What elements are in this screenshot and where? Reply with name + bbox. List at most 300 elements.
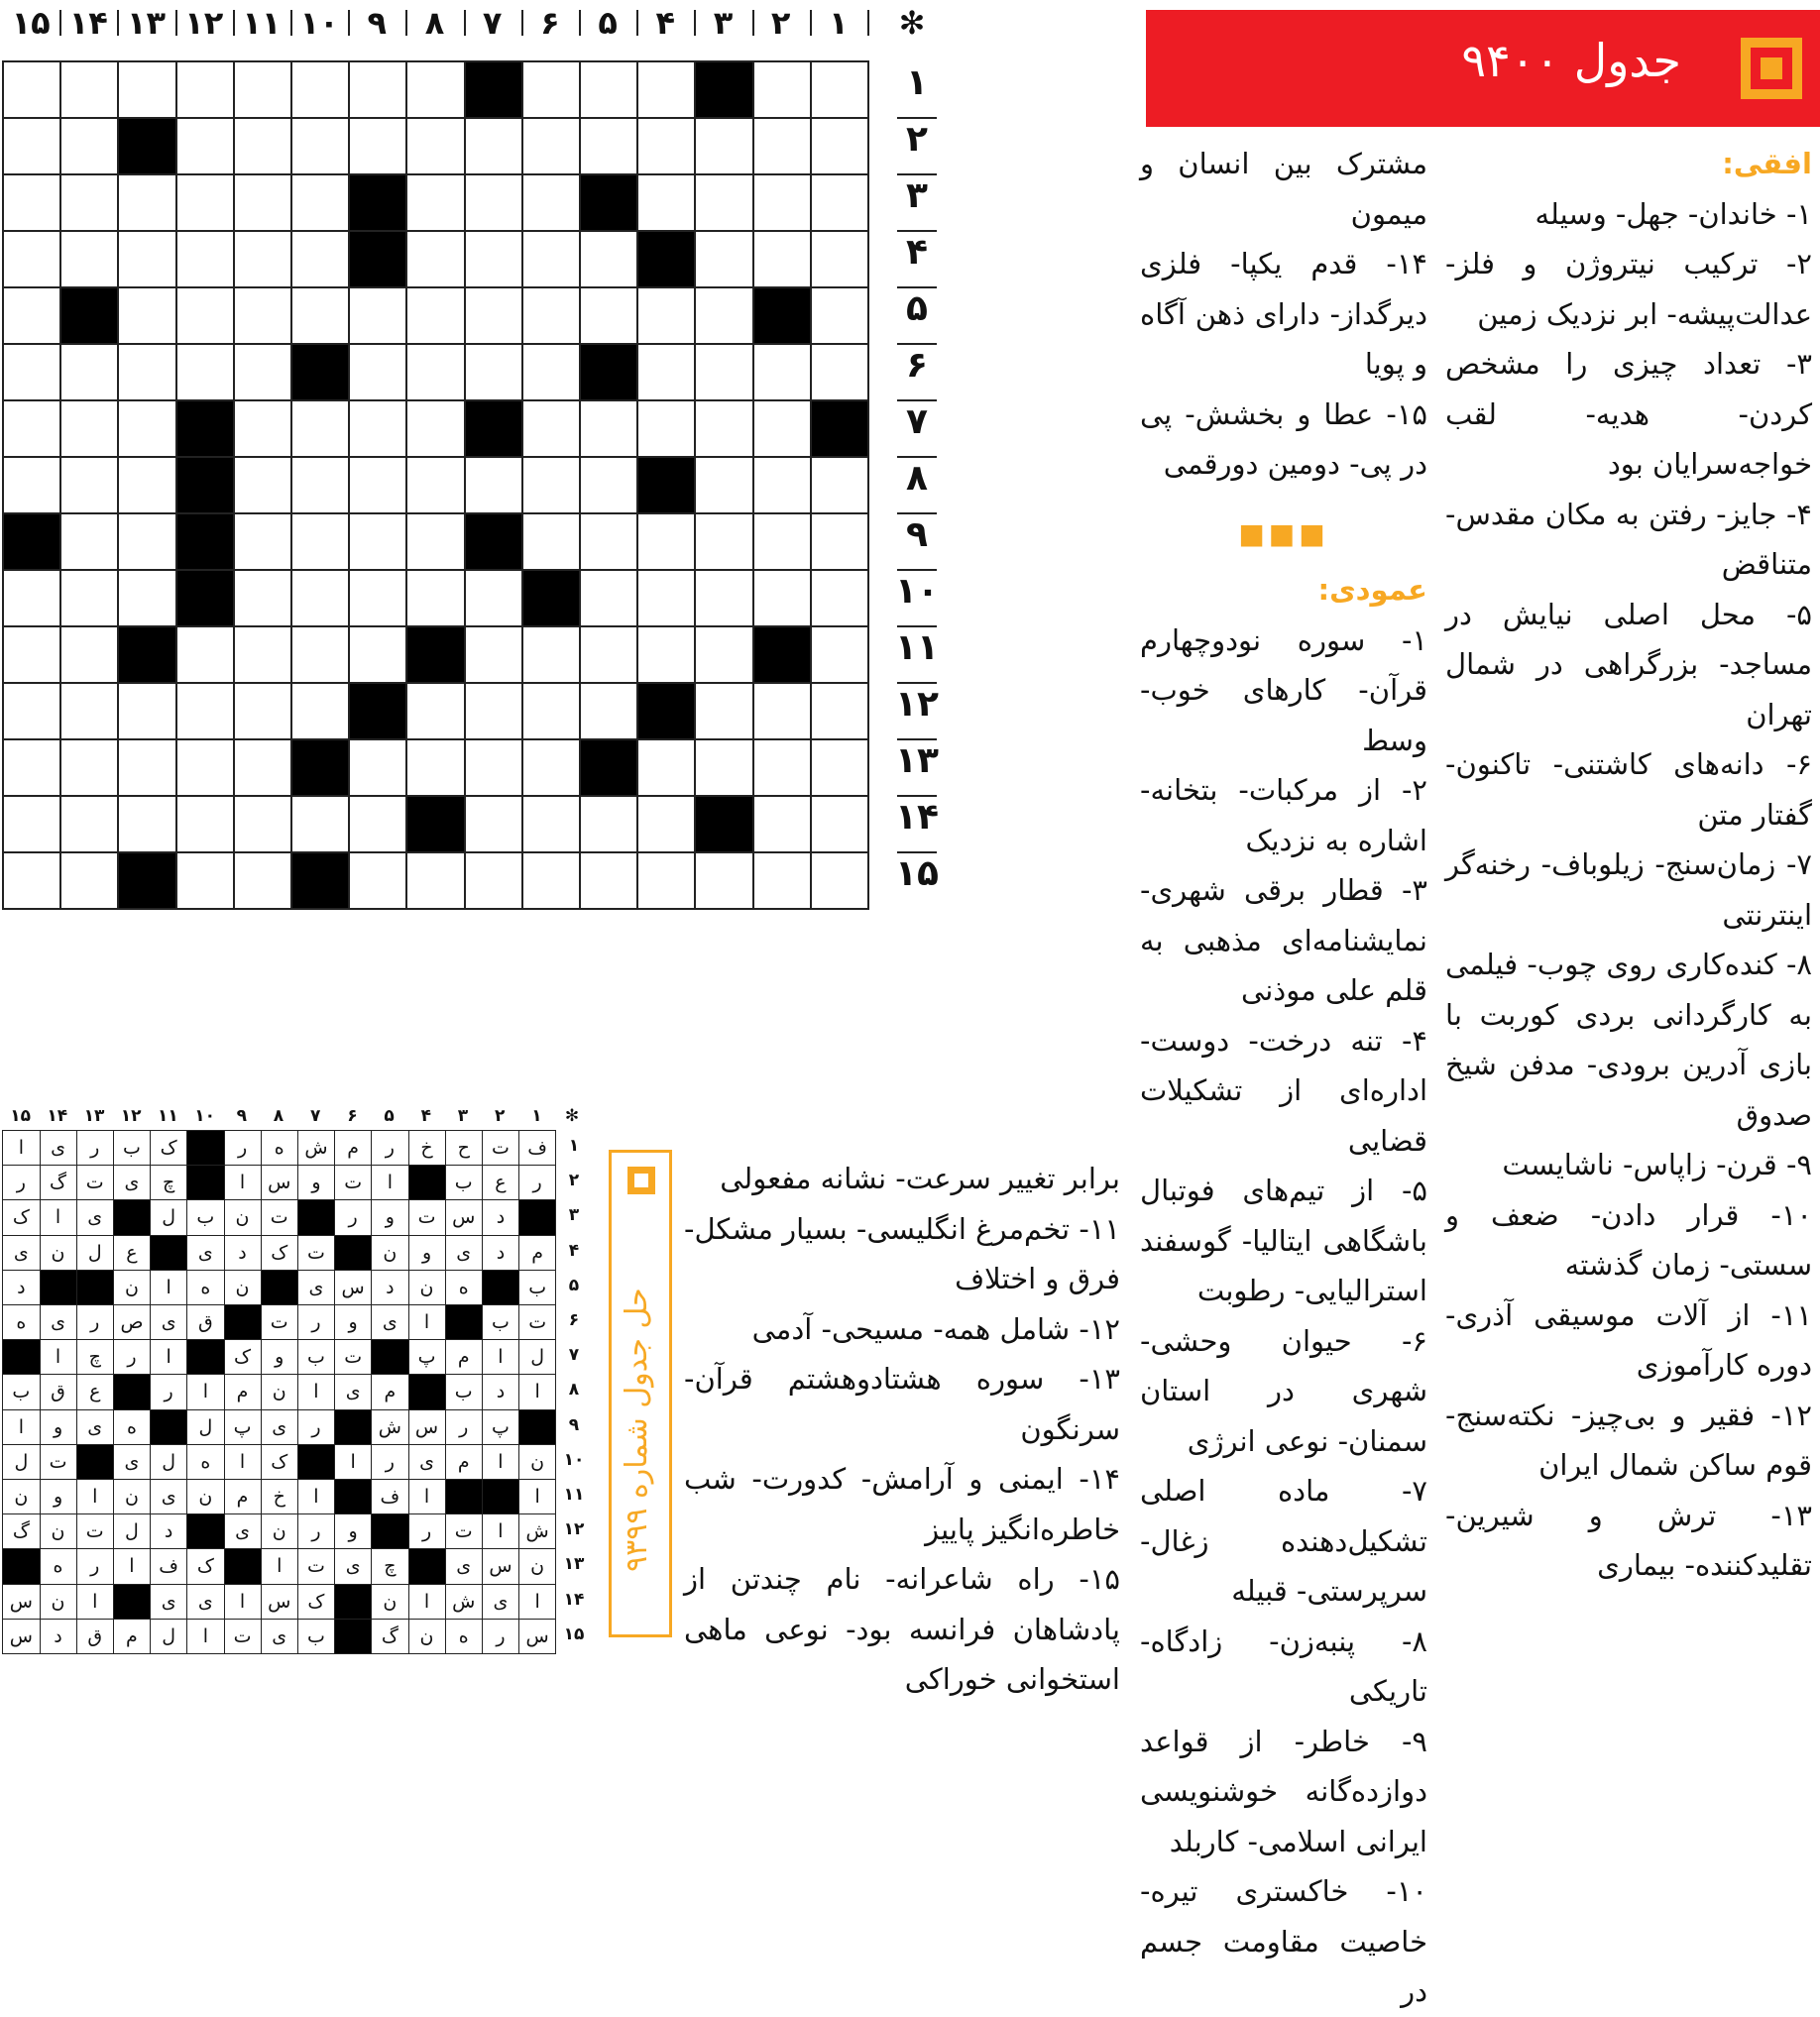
grid-cell (810, 286, 869, 345)
grid-black-cell (579, 173, 638, 232)
solution-cell: ی (334, 1374, 373, 1410)
solution-cell: ل (518, 1339, 557, 1376)
solution-cell: ا (223, 1584, 262, 1621)
grid-cell (464, 230, 523, 288)
grid-cell (579, 286, 638, 345)
grid-cell (405, 738, 465, 797)
separator-dots: ■■■ (1238, 516, 1329, 550)
grid-cell (2, 851, 61, 910)
grid-cell (59, 625, 119, 684)
solution-row-number: ۲ (568, 1171, 580, 1191)
across-clue: ۱۱- از آلات موسیقی آذری- دوره کارآموزی (1445, 1297, 1812, 1382)
solution-cell: ر (75, 1304, 114, 1341)
column-separator (59, 10, 61, 36)
solution-cell: ن (39, 1235, 77, 1272)
solution-cell: ت (334, 1165, 373, 1201)
column-separator (867, 10, 869, 36)
solution-cell: چ (75, 1339, 114, 1376)
grid-black-cell (2, 512, 61, 571)
across-clue: ۱۰- قرار دادن- ضعف و سستی- زمان گذشته (1445, 1197, 1812, 1282)
grid-cell (694, 230, 753, 288)
solution-cell: چ (371, 1548, 409, 1585)
solution-cell: ی (150, 1584, 188, 1621)
solution-cell: چ (150, 1165, 188, 1201)
grid-cell (694, 682, 753, 740)
row-number: ۱۳ (895, 740, 939, 781)
grid-cell (2, 625, 61, 684)
solution-corner-star: ✻ (564, 1106, 580, 1126)
grid-black-cell (636, 230, 696, 288)
down-clue: ۱۴- ایمنی و آرامش- کدورت- شب خاطره‌انگیز پاییز (684, 1462, 1120, 1546)
solution-cell: س (444, 1199, 483, 1236)
grid-cell (2, 399, 61, 458)
grid-cell (290, 682, 350, 740)
solution-label-box (609, 1150, 672, 1637)
solution-black-cell (334, 1479, 373, 1515)
grid-cell (59, 230, 119, 288)
solution-cell: ی (186, 1584, 225, 1621)
solution-cell: ا (371, 1165, 409, 1201)
solution-cell: ی (150, 1304, 188, 1341)
grid-cell (233, 60, 292, 119)
grid-cell (348, 456, 407, 514)
down-clue: ۳- قطار برقی شهری- نمایشنامه‌ای مذهبی به قلم علی موذنی (1140, 873, 1427, 1007)
solution-cell: ا (482, 1513, 520, 1550)
grid-cell (810, 625, 869, 684)
grid-black-cell (117, 625, 176, 684)
solution-cell: ا (518, 1479, 557, 1515)
grid-cell (464, 286, 523, 345)
grid-cell (579, 117, 638, 175)
grid-cell (464, 343, 523, 401)
row-number: ۱۵ (895, 853, 939, 894)
grid-cell (117, 569, 176, 627)
solution-row-number: ۸ (568, 1380, 580, 1401)
grid-cell (117, 173, 176, 232)
grid-cell (117, 230, 176, 288)
grid-cell (752, 117, 812, 175)
grid-cell (579, 795, 638, 853)
solution-cell: ن (39, 1584, 77, 1621)
grid-cell (348, 512, 407, 571)
grid-cell (464, 738, 523, 797)
solution-cell: د (482, 1199, 520, 1236)
solution-cell: و (334, 1513, 373, 1550)
grid-cell (521, 117, 581, 175)
grid-cell (810, 569, 869, 627)
solution-cell: ت (444, 1513, 483, 1550)
grid-cell (521, 230, 581, 288)
down-clue: ۹- خاطر- از قواعد دوازده‌گانه خوشنویسی ایرانی اسلامی- کاربلد (1140, 1724, 1427, 1858)
column-separator (290, 10, 292, 36)
grid-cell (464, 117, 523, 175)
grid-cell (348, 738, 407, 797)
row-number: ۱۴ (895, 797, 939, 838)
row-number: ۱۱ (895, 627, 939, 668)
grid-cell (290, 60, 350, 119)
solution-cell: ه (444, 1270, 483, 1306)
grid-cell (521, 286, 581, 345)
grid-cell (810, 682, 869, 740)
solution-cell: ا (186, 1374, 225, 1410)
column-number: ۳ (713, 4, 734, 42)
solution-cell: ا (150, 1270, 188, 1306)
grid-cell (175, 625, 235, 684)
grid-cell (290, 512, 350, 571)
solution-cell: ل (113, 1513, 152, 1550)
solution-column-number: ۱ (531, 1106, 542, 1126)
solution-label: حل جدول شماره ۹۳۹۹ (620, 1288, 654, 1573)
grid-cell (405, 456, 465, 514)
grid-cell (59, 456, 119, 514)
grid-cell (694, 399, 753, 458)
grid-cell (636, 286, 696, 345)
solution-cell: ا (75, 1584, 114, 1621)
solution-cell: س (334, 1270, 373, 1306)
solution-cell: س (518, 1619, 557, 1655)
solution-black-cell (334, 1235, 373, 1272)
column-number: ۷ (482, 4, 503, 42)
solution-cell: ک (260, 1235, 298, 1272)
grid-cell (348, 60, 407, 119)
across-clue: ۵- محل اصلی نیایش در مساجد- بزرگراهی در شمال تهران (1445, 597, 1812, 731)
grid-cell (290, 173, 350, 232)
down-clue: ۱۳- سوره هشتادوهشتم قرآن- سرنگون (684, 1362, 1120, 1446)
grid-cell (694, 512, 753, 571)
solution-cell: ک (150, 1130, 188, 1167)
solution-cell: پ (223, 1409, 262, 1446)
solution-cell: ا (482, 1339, 520, 1376)
across-clue: ۱۴- قدم یکپا- فلزی دیرگداز- دارای ذهن آگاه و پویا (1140, 247, 1427, 381)
column-number: ۱۰ (299, 4, 339, 42)
across-clue: ۲- ترکیب نیتروژن و فلز- عدالت‌پیشه- ابر نزدیک زمین (1445, 247, 1812, 331)
grid-cell (810, 117, 869, 175)
grid-cell (521, 738, 581, 797)
grid-cell (405, 569, 465, 627)
solution-cell: خ (260, 1479, 298, 1515)
grid-cell (752, 343, 812, 401)
solution-cell: ص (113, 1304, 152, 1341)
grid-cell (233, 512, 292, 571)
row-number: ۸ (906, 458, 928, 499)
grid-cell (464, 682, 523, 740)
grid-cell (810, 851, 869, 910)
grid-cell (579, 851, 638, 910)
across-clue: ۱- خاندان- جهل- وسیله (1535, 196, 1812, 231)
solution-cell: ق (186, 1304, 225, 1341)
solution-cell: و (260, 1339, 298, 1376)
grid-cell (752, 456, 812, 514)
solution-cell: ا (223, 1165, 262, 1201)
grid-black-cell (636, 682, 696, 740)
grid-black-cell (464, 512, 523, 571)
grid-black-cell (348, 173, 407, 232)
solution-black-cell (186, 1130, 225, 1167)
column-separator (694, 10, 696, 36)
solution-cell: ب (297, 1619, 336, 1655)
solution-cell: س (2, 1584, 41, 1621)
grid-cell (752, 230, 812, 288)
grid-cell (752, 399, 812, 458)
grid-cell (636, 512, 696, 571)
grid-black-cell (59, 286, 119, 345)
solution-cell: ی (39, 1304, 77, 1341)
solution-cell: ا (482, 1444, 520, 1481)
solution-cell: ا (39, 1199, 77, 1236)
header-banner (1146, 10, 1820, 127)
solution-cell: ا (2, 1130, 41, 1167)
grid-cell (175, 230, 235, 288)
solution-black-cell (260, 1270, 298, 1306)
grid-cell (2, 738, 61, 797)
solution-cell: ا (518, 1584, 557, 1621)
row-number: ۱ (906, 62, 928, 103)
solution-cell: ن (371, 1584, 409, 1621)
grid-black-cell (405, 795, 465, 853)
solution-cell: ا (75, 1479, 114, 1515)
solution-black-cell (518, 1199, 557, 1236)
solution-cell: د (39, 1619, 77, 1655)
solution-cell: ر (150, 1374, 188, 1410)
solution-cell: و (334, 1304, 373, 1341)
solution-cell: ی (407, 1444, 446, 1481)
grid-cell (175, 738, 235, 797)
solution-cell: ی (113, 1444, 152, 1481)
solution-cell: ی (2, 1235, 41, 1272)
solution-black-cell (75, 1270, 114, 1306)
solution-cell: ت (39, 1444, 77, 1481)
grid-cell (175, 286, 235, 345)
grid-cell (636, 399, 696, 458)
grid-cell (810, 795, 869, 853)
down-clue: ۷- ماده اصلی تشکیل‌دهنده زغال- سرپرستی- قبیله (1140, 1474, 1427, 1608)
solution-column-number: ۵ (384, 1106, 395, 1126)
solution-column-number: ۲ (494, 1106, 506, 1126)
grid-black-cell (752, 286, 812, 345)
solution-cell: ن (407, 1270, 446, 1306)
solution-cell: ح (444, 1130, 483, 1167)
grid-cell (233, 117, 292, 175)
solution-cell: ل (150, 1619, 188, 1655)
grid-black-cell (175, 569, 235, 627)
solution-cell: ا (113, 1548, 152, 1585)
down-clue: ۱۱- تخم‌مرغ انگلیسی- بسیار مشکل- فرق و اختلاف (684, 1211, 1120, 1295)
solution-cell: د (2, 1270, 41, 1306)
grid-cell (2, 230, 61, 288)
solution-row-number: ۵ (568, 1275, 580, 1295)
solution-black-cell (518, 1409, 557, 1446)
solution-cell: ا (223, 1444, 262, 1481)
solution-black-cell (113, 1374, 152, 1410)
solution-cell: ی (260, 1409, 298, 1446)
grid-cell (405, 286, 465, 345)
solution-cell: ک (2, 1199, 41, 1236)
solution-cell: س (260, 1165, 298, 1201)
grid-cell (290, 795, 350, 853)
solution-black-cell (186, 1339, 225, 1376)
solution-cell: د (482, 1235, 520, 1272)
column-number: ۱۱ (242, 4, 282, 42)
solution-cell: گ (2, 1513, 41, 1550)
grid-cell (521, 456, 581, 514)
grid-cell (233, 625, 292, 684)
solution-cell: ر (223, 1130, 262, 1167)
column-number: ۲ (770, 4, 791, 42)
solution-cell: ر (113, 1339, 152, 1376)
grid-cell (694, 738, 753, 797)
grid-black-cell (175, 399, 235, 458)
solution-cell: د (371, 1270, 409, 1306)
grid-cell (59, 512, 119, 571)
solution-cell: ا (334, 1444, 373, 1481)
solution-cell: ت (334, 1339, 373, 1376)
solution-cell: ر (75, 1548, 114, 1585)
grid-cell (810, 512, 869, 571)
grid-cell (175, 795, 235, 853)
solution-cell: ت (297, 1548, 336, 1585)
across-clue: ۱۵- عطا و بخشش- پی در پی- دومین دورقمی (1140, 396, 1427, 481)
solution-column-number: ۱۵ (10, 1106, 31, 1126)
solution-black-cell (39, 1270, 77, 1306)
solution-row-number: ۱ (568, 1136, 580, 1156)
solution-column-number: ۴ (420, 1106, 431, 1126)
solution-cell: ی (260, 1619, 298, 1655)
grid-cell (810, 173, 869, 232)
grid-cell (233, 286, 292, 345)
grid-cell (521, 851, 581, 910)
down-clue: ۶- حیوان وحشی- شهری در استان سمنان- نوعی انرژی (1140, 1323, 1427, 1458)
grid-cell (810, 230, 869, 288)
solution-cell: ک (223, 1339, 262, 1376)
solution-cell: ی (113, 1165, 152, 1201)
grid-cell (521, 173, 581, 232)
solution-cell: ق (75, 1619, 114, 1655)
solution-cell: ع (75, 1374, 114, 1410)
solution-cell: ت (518, 1304, 557, 1341)
solution-cell: ک (260, 1444, 298, 1481)
solution-cell: م (334, 1130, 373, 1167)
grid-cell (752, 173, 812, 232)
solution-cell: ر (371, 1444, 409, 1481)
grid-cell (59, 738, 119, 797)
solution-cell: ر (297, 1304, 336, 1341)
solution-cell: ش (371, 1409, 409, 1446)
grid-cell (521, 343, 581, 401)
grid-cell (59, 795, 119, 853)
grid-cell (464, 456, 523, 514)
across-clue: ۱۲- فقیر و بی‌چیز- نکته‌سنج- قوم ساکن شمال ایران (1445, 1398, 1812, 1482)
solution-cell: و (407, 1235, 446, 1272)
solution-cell: ف (150, 1548, 188, 1585)
grid-cell (348, 343, 407, 401)
column-separator (464, 10, 466, 36)
grid-cell (636, 569, 696, 627)
solution-column-number: ۹ (236, 1106, 247, 1126)
across-clue: مشترک بین انسان و میمون (1140, 147, 1427, 231)
column-number: ۱ (829, 4, 849, 42)
solution-cell: ن (518, 1444, 557, 1481)
grid-cell (117, 343, 176, 401)
grid-black-cell (579, 343, 638, 401)
grid-cell (521, 60, 581, 119)
grid-corner-star: ✻ (898, 4, 926, 42)
solution-cell: ت (75, 1513, 114, 1550)
grid-cell (521, 682, 581, 740)
grid-cell (117, 399, 176, 458)
solution-cell: ب (297, 1339, 336, 1376)
grid-cell (579, 230, 638, 288)
solution-cell: د (482, 1374, 520, 1410)
solution-cell: ن (113, 1479, 152, 1515)
grid-black-cell (464, 399, 523, 458)
solution-cell: ت (223, 1619, 262, 1655)
arrow-logo-icon (1741, 38, 1802, 99)
grid-cell (2, 117, 61, 175)
solution-cell: ت (407, 1199, 446, 1236)
grid-cell (521, 625, 581, 684)
grid-cell (636, 117, 696, 175)
grid-cell (2, 343, 61, 401)
solution-black-cell (223, 1548, 262, 1585)
solution-cell: ر (444, 1409, 483, 1446)
across-clue: ۶- دانه‌های کاشتنی- تاکنون- گفتار متن (1445, 747, 1812, 832)
solution-column-number: ۱۴ (47, 1106, 68, 1126)
grid-cell (59, 343, 119, 401)
grid-cell (233, 230, 292, 288)
column-separator (636, 10, 638, 36)
grid-black-cell (348, 682, 407, 740)
row-number: ۱۲ (895, 684, 939, 725)
solution-black-cell (150, 1409, 188, 1446)
grid-cell (810, 738, 869, 797)
grid-cell (405, 173, 465, 232)
solution-cell: ب (444, 1165, 483, 1201)
solution-cell: ی (371, 1304, 409, 1341)
grid-cell (636, 60, 696, 119)
solution-cell: ی (75, 1199, 114, 1236)
solution-cell: ر (518, 1165, 557, 1201)
solution-black-cell (407, 1548, 446, 1585)
grid-cell (464, 625, 523, 684)
grid-cell (579, 569, 638, 627)
grid-cell (694, 117, 753, 175)
solution-cell: ی (223, 1513, 262, 1550)
solution-cell: ا (2, 1409, 41, 1446)
solution-cell: ه (186, 1444, 225, 1481)
solution-cell: د (150, 1513, 188, 1550)
grid-cell (579, 512, 638, 571)
grid-cell (175, 343, 235, 401)
solution-cell: ی (482, 1584, 520, 1621)
solution-cell: ا (150, 1339, 188, 1376)
across-clue: ۴- جایز- رفتن به مکان مقدس- متناقض (1445, 497, 1812, 581)
solution-black-cell (482, 1479, 520, 1515)
solution-cell: م (223, 1374, 262, 1410)
solution-black-cell (2, 1548, 41, 1585)
grid-cell (521, 795, 581, 853)
solution-cell: ی (150, 1479, 188, 1515)
solution-cell: ش (444, 1584, 483, 1621)
solution-cell: ر (371, 1130, 409, 1167)
solution-cell: ا (407, 1304, 446, 1341)
grid-cell (810, 343, 869, 401)
page-title: جدول ۹۴۰۰ (1461, 34, 1681, 87)
solution-cell: م (444, 1339, 483, 1376)
grid-cell (694, 851, 753, 910)
row-number: ۷ (906, 401, 928, 442)
grid-cell (694, 286, 753, 345)
grid-cell (233, 569, 292, 627)
